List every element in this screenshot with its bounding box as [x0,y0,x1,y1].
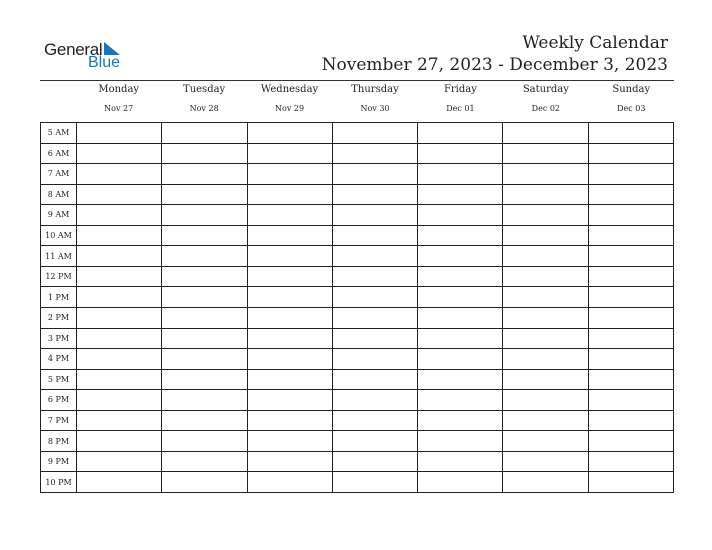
time-slot-cell[interactable] [418,349,503,370]
time-slot-cell[interactable] [77,308,162,329]
time-slot-cell[interactable] [162,123,247,144]
time-slot-cell[interactable] [77,164,162,185]
time-slot-cell[interactable] [418,185,503,206]
time-slot-cell[interactable] [248,349,333,370]
time-slot-cell[interactable] [77,349,162,370]
time-slot-cell[interactable] [77,287,162,308]
time-slot-cell[interactable] [418,329,503,350]
time-slot-cell[interactable] [333,226,418,247]
time-slot-cell[interactable] [589,308,674,329]
time-slot-cell[interactable] [162,267,247,288]
time-slot-cell[interactable] [248,287,333,308]
time-slot-cell[interactable] [77,123,162,144]
time-label: 10 AM [41,226,77,247]
time-slot-cell[interactable] [418,431,503,452]
time-slot-cell[interactable] [589,185,674,206]
time-slot-cell[interactable] [162,185,247,206]
time-slot-cell[interactable] [503,308,588,329]
time-label: 11 AM [41,246,77,267]
time-slot-cell[interactable] [503,205,588,226]
time-slot-cell[interactable] [248,123,333,144]
time-slot-cell[interactable] [162,144,247,165]
time-slot-cell[interactable] [503,431,588,452]
time-slot-cell[interactable] [248,144,333,165]
time-label: 3 PM [41,329,77,350]
time-slot-cell[interactable] [589,370,674,391]
time-slot-cell[interactable] [503,390,588,411]
time-slot-cell[interactable] [333,411,418,432]
time-slot-cell[interactable] [333,287,418,308]
time-slot-cell[interactable] [77,246,162,267]
time-slot-cell[interactable] [503,123,588,144]
day-name-saturday: Saturday [522,84,569,95]
time-slot-cell[interactable] [418,452,503,473]
time-slot-cell[interactable] [333,164,418,185]
time-slot-cell[interactable] [418,308,503,329]
time-slot-cell[interactable] [162,452,247,473]
time-slot-cell[interactable] [418,390,503,411]
day-date-thursday: Nov 30 [360,104,390,113]
time-slot-cell[interactable] [162,431,247,452]
time-slot-cell[interactable] [503,226,588,247]
time-slot-cell[interactable] [248,431,333,452]
day-date-wednesday: Nov 29 [275,104,305,113]
time-label: 12 PM [41,267,77,288]
time-label: 9 PM [41,452,77,473]
time-slot-cell[interactable] [333,185,418,206]
time-slot-cell[interactable] [418,287,503,308]
logo-text-blue: Blue [88,54,121,71]
time-slot-cell[interactable] [418,267,503,288]
time-slot-cell[interactable] [162,246,247,267]
time-slot-cell[interactable] [333,452,418,473]
day-date-sunday: Dec 03 [617,104,646,113]
time-slot-cell[interactable] [77,411,162,432]
time-slot-cell[interactable] [503,472,588,493]
time-slot-cell[interactable] [248,370,333,391]
time-slot-cell[interactable] [248,226,333,247]
time-slot-cell[interactable] [503,370,588,391]
time-slot-cell[interactable] [503,329,588,350]
time-slot-cell[interactable] [162,226,247,247]
time-slot-cell[interactable] [248,205,333,226]
time-label: 1 PM [41,287,77,308]
time-slot-cell[interactable] [248,308,333,329]
time-slot-cell[interactable] [589,226,674,247]
time-label: 8 PM [41,431,77,452]
time-label: 6 AM [41,144,77,165]
time-slot-cell[interactable] [589,472,674,493]
time-slot-cell[interactable] [503,452,588,473]
date-range: November 27, 2023 - December 3, 2023 [321,55,668,75]
time-slot-cell[interactable] [248,472,333,493]
time-slot-cell[interactable] [162,349,247,370]
time-slot-cell[interactable] [162,390,247,411]
time-slot-cell[interactable] [503,267,588,288]
time-slot-cell[interactable] [162,370,247,391]
day-date-tuesday: Nov 28 [189,104,219,113]
time-slot-cell[interactable] [503,185,588,206]
time-slot-cell[interactable] [503,287,588,308]
time-slot-cell[interactable] [77,390,162,411]
time-slot-cell[interactable] [333,267,418,288]
time-slot-cell[interactable] [503,164,588,185]
time-label: 6 PM [41,390,77,411]
day-name-sunday: Sunday [612,84,651,95]
time-slot-cell[interactable] [77,205,162,226]
time-slot-cell[interactable] [333,123,418,144]
time-slot-cell[interactable] [589,452,674,473]
time-slot-cell[interactable] [248,411,333,432]
time-slot-cell[interactable] [503,349,588,370]
time-slot-cell[interactable] [418,144,503,165]
time-slot-cell[interactable] [248,267,333,288]
time-slot-cell[interactable] [589,164,674,185]
time-slot-cell[interactable] [418,226,503,247]
calendar-grid [40,122,674,493]
time-slot-cell[interactable] [589,329,674,350]
time-slot-cell[interactable] [503,144,588,165]
day-name-tuesday: Tuesday [183,84,226,95]
time-slot-cell[interactable] [589,390,674,411]
time-slot-cell[interactable] [333,390,418,411]
time-slot-cell[interactable] [589,431,674,452]
time-slot-cell[interactable] [418,164,503,185]
time-slot-cell[interactable] [248,452,333,473]
time-slot-cell[interactable] [77,472,162,493]
time-slot-cell[interactable] [77,144,162,165]
time-slot-cell[interactable] [162,329,247,350]
time-slot-cell[interactable] [162,205,247,226]
day-name-friday: Friday [443,84,477,95]
time-slot-cell[interactable] [333,308,418,329]
time-slot-cell[interactable] [418,205,503,226]
time-label: 7 AM [41,164,77,185]
page-title: Weekly Calendar [522,33,668,53]
time-slot-cell[interactable] [589,349,674,370]
day-name-wednesday: Wednesday [260,84,319,95]
header-divider [40,80,674,81]
logo-text-general: General [44,40,103,59]
time-label: 5 AM [41,123,77,144]
time-slot-cell[interactable] [333,431,418,452]
time-slot-cell[interactable] [418,370,503,391]
time-slot-cell[interactable] [77,370,162,391]
time-label: 5 PM [41,370,77,391]
time-slot-cell[interactable] [162,164,247,185]
time-slot-cell[interactable] [162,472,247,493]
time-slot-cell[interactable] [589,411,674,432]
time-slot-cell[interactable] [77,267,162,288]
time-slot-cell[interactable] [162,308,247,329]
time-slot-cell[interactable] [418,411,503,432]
time-slot-cell[interactable] [77,431,162,452]
time-slot-cell[interactable] [77,452,162,473]
time-slot-cell[interactable] [503,411,588,432]
time-slot-cell[interactable] [589,123,674,144]
time-label: 9 AM [41,205,77,226]
time-slot-cell[interactable] [333,370,418,391]
time-slot-cell[interactable] [248,390,333,411]
time-slot-cell[interactable] [333,472,418,493]
time-slot-cell[interactable] [333,246,418,267]
time-slot-cell[interactable] [589,205,674,226]
time-label: 4 PM [41,349,77,370]
brand-logo [44,38,134,74]
time-slot-cell[interactable] [333,144,418,165]
time-slot-cell[interactable] [248,246,333,267]
day-date-saturday: Dec 02 [531,104,561,113]
time-slot-cell[interactable] [589,267,674,288]
time-slot-cell[interactable] [162,411,247,432]
time-slot-cell[interactable] [589,287,674,308]
time-slot-cell[interactable] [77,329,162,350]
time-slot-cell[interactable] [162,287,247,308]
time-slot-cell[interactable] [77,185,162,206]
time-slot-cell[interactable] [418,246,503,267]
day-date-friday: Dec 01 [446,104,475,113]
day-name-thursday: Thursday [351,84,399,95]
time-slot-cell[interactable] [418,472,503,493]
time-slot-cell[interactable] [503,246,588,267]
day-date-monday: Nov 27 [104,104,134,113]
time-label: 2 PM [41,308,77,329]
time-label: 7 PM [41,411,77,432]
day-name-monday: Monday [98,84,140,95]
time-slot-cell[interactable] [589,144,674,165]
time-slot-cell[interactable] [77,226,162,247]
time-slot-cell[interactable] [248,329,333,350]
time-slot-cell[interactable] [248,185,333,206]
time-slot-cell[interactable] [333,349,418,370]
time-slot-cell[interactable] [333,205,418,226]
time-label: 8 AM [41,185,77,206]
time-slot-cell[interactable] [418,123,503,144]
time-slot-cell[interactable] [333,329,418,350]
time-slot-cell[interactable] [248,164,333,185]
time-label: 10 PM [41,472,77,493]
time-slot-cell[interactable] [589,246,674,267]
